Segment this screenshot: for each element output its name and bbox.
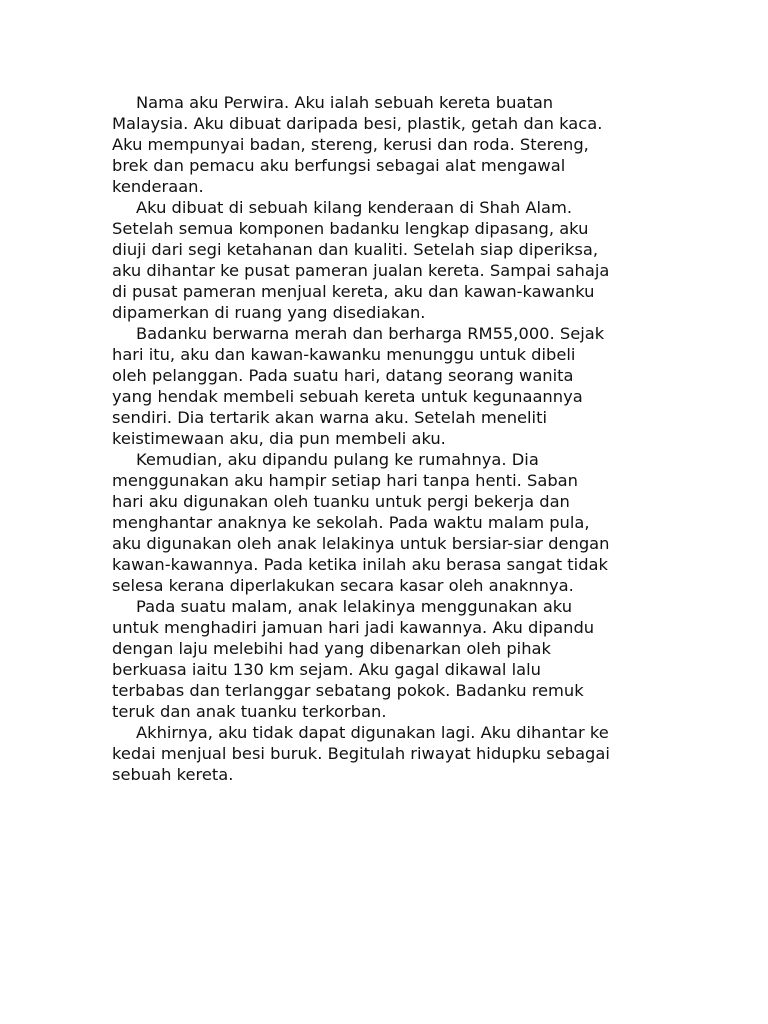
paragraph-line: Aku dibuat di sebuah kilang kenderaan di Shah Alam. xyxy=(136,198,573,217)
paragraph-3 xyxy=(112,323,668,449)
paragraph-5 xyxy=(112,596,668,722)
paragraph-line: sebuah kereta. xyxy=(112,765,234,784)
paragraph-4 xyxy=(112,449,668,596)
paragraph-line: menghantar anaknya ke sekolah. Pada waktu malam pula, xyxy=(112,513,590,532)
paragraph-line: Setelah semua komponen badanku lengkap dipasang, aku xyxy=(112,219,589,238)
paragraph-line: oleh pelanggan. Pada suatu hari, datang seorang wanita xyxy=(112,366,574,385)
paragraph-line: Nama aku Perwira. Aku ialah sebuah kereta buatan xyxy=(136,93,554,112)
paragraph-2 xyxy=(112,197,668,323)
paragraph-line: selesa kerana diperlakukan secara kasar oleh anaknnya. xyxy=(112,576,574,595)
document-body xyxy=(112,92,668,785)
paragraph-line: aku dihantar ke pusat pameran jualan kereta. Sampai sahaja xyxy=(112,261,610,280)
paragraph-line: di pusat pameran menjual kereta, aku dan kawan-kawanku xyxy=(112,282,595,301)
paragraph-line: hari itu, aku dan kawan-kawanku menunggu untuk dibeli xyxy=(112,345,576,364)
paragraph-line: dengan laju melebihi had yang dibenarkan oleh pihak xyxy=(112,639,551,658)
paragraph-line: Akhirnya, aku tidak dapat digunakan lagi. Aku dihantar ke xyxy=(136,723,609,742)
paragraph-line: aku digunakan oleh anak lelakinya untuk bersiar-siar dengan xyxy=(112,534,610,553)
paragraph-line: kedai menjual besi buruk. Begitulah riwayat hidupku sebagai xyxy=(112,744,610,763)
paragraph-line: Badanku berwarna merah dan berharga RM55,000. Sejak xyxy=(136,324,605,343)
paragraph-line: sendiri. Dia tertarik akan warna aku. Setelah meneliti xyxy=(112,408,547,427)
paragraph-line: Aku mempunyai badan, stereng, kerusi dan roda. Stereng, xyxy=(112,135,589,154)
paragraph-1 xyxy=(112,92,668,197)
paragraph-line: dipamerkan di ruang yang disediakan. xyxy=(112,303,426,322)
paragraph-line: kawan-kawannya. Pada ketika inilah aku berasa sangat tidak xyxy=(112,555,608,574)
paragraph-line: diuji dari segi ketahanan dan kualiti. Setelah siap diperiksa, xyxy=(112,240,599,259)
paragraph-line: menggunakan aku hampir setiap hari tanpa henti. Saban xyxy=(112,471,578,490)
paragraph-line: yang hendak membeli sebuah kereta untuk kegunaannya xyxy=(112,387,583,406)
paragraph-line: terbabas dan terlanggar sebatang pokok. Badanku remuk xyxy=(112,681,584,700)
paragraph-line: brek dan pemacu aku berfungsi sebagai alat mengawal xyxy=(112,156,566,175)
paragraph-line: untuk menghadiri jamuan hari jadi kawannya. Aku dipandu xyxy=(112,618,595,637)
paragraph-line: Kemudian, aku dipandu pulang ke rumahnya. Dia xyxy=(136,450,539,469)
paragraph-line: keistimewaan aku, dia pun membeli aku. xyxy=(112,429,446,448)
paragraph-6 xyxy=(112,722,668,785)
paragraph-line: teruk dan anak tuanku terkorban. xyxy=(112,702,387,721)
paragraph-line: kenderaan. xyxy=(112,177,204,196)
paragraph-line: Malaysia. Aku dibuat daripada besi, plastik, getah dan kaca. xyxy=(112,114,603,133)
paragraph-line: hari aku digunakan oleh tuanku untuk pergi bekerja dan xyxy=(112,492,570,511)
paragraph-line: Pada suatu malam, anak lelakinya menggunakan aku xyxy=(136,597,573,616)
paragraph-line: berkuasa iaitu 130 km sejam. Aku gagal dikawal lalu xyxy=(112,660,541,679)
